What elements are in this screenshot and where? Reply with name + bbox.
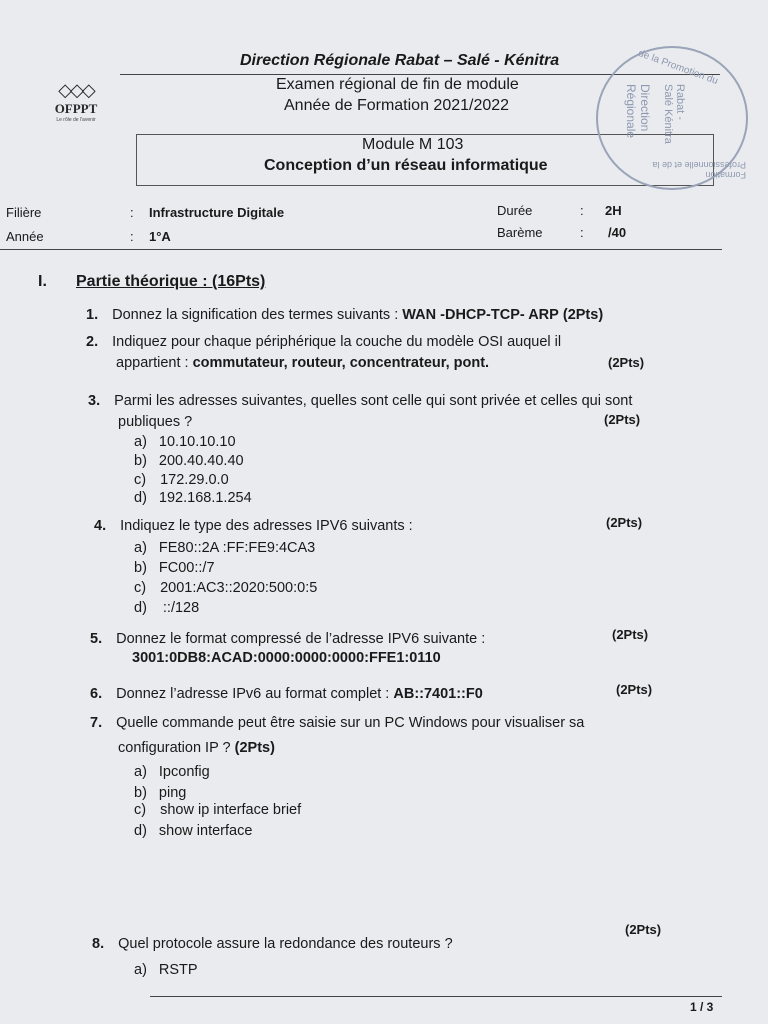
option-letter: a)	[134, 540, 147, 556]
info-divider	[0, 249, 722, 250]
option-item	[134, 434, 236, 450]
option-item	[134, 472, 229, 488]
question-2	[86, 334, 561, 350]
annee-sep: :	[130, 229, 134, 244]
option-text: 172.29.0.0	[160, 472, 229, 488]
duree-value: 2H	[605, 203, 622, 218]
question-text-line1: Parmi les adresses suivantes, quelles sont celle qui sont privée et celles qui sont	[114, 393, 633, 409]
section-title: Partie théorique : (16Pts)	[76, 273, 266, 290]
question-4	[94, 518, 413, 534]
question-text: Donnez le format compressé de l’adresse IPV6 suivante :	[116, 631, 486, 647]
question-text: Quel protocole assure la redondance des routeurs ?	[118, 936, 453, 952]
question-number: 7.	[90, 715, 103, 731]
option-text: 10.10.10.10	[158, 434, 236, 450]
question-6	[90, 686, 483, 702]
question-points: (2Pts)	[234, 740, 275, 756]
option-item	[134, 540, 315, 556]
option-text: ping	[158, 785, 187, 801]
question-2-line2	[116, 355, 489, 371]
question-1	[86, 307, 603, 323]
question-number: 1.	[86, 307, 99, 323]
option-text: FC00::/7	[158, 560, 215, 576]
duree-sep: :	[580, 203, 584, 218]
question-8	[92, 936, 453, 952]
section-number: I.	[38, 273, 47, 290]
ofppt-logo	[40, 80, 112, 123]
official-stamp	[596, 46, 748, 190]
question-bold-terms: WAN -DHCP-TCP- ARP	[402, 307, 559, 323]
filiere-value: Infrastructure Digitale	[149, 205, 285, 220]
question-7	[90, 715, 584, 731]
direction-title: Direction Régionale Rabat – Salé - Kénitra	[240, 52, 560, 69]
bareme-value: /40	[608, 225, 627, 240]
option-letter: a)	[134, 764, 147, 780]
option-letter: b)	[134, 453, 147, 469]
option-item	[134, 764, 210, 780]
question-3-line2: publiques ?	[118, 414, 193, 430]
filiere-sep: :	[130, 205, 134, 220]
training-year: Année de Formation 2021/2022	[284, 97, 510, 114]
ofppt-logo-mark: ◇◇◇	[58, 80, 94, 100]
option-item	[134, 802, 301, 818]
option-item	[134, 785, 186, 801]
question-points: (2Pts)	[562, 307, 604, 323]
option-letter: b)	[134, 560, 147, 576]
stamp-text-mid2: Rabat - Salé Kénitra	[662, 84, 686, 144]
option-text: show interface	[158, 823, 253, 839]
logo-name: OFPPT	[54, 101, 98, 116]
option-letter: c)	[134, 580, 147, 596]
question-number: 2.	[86, 334, 99, 350]
bareme-sep: :	[580, 225, 584, 240]
stamp-text-bottom: Formation Professionnelle et de la	[652, 160, 746, 180]
annee-label: Année	[6, 229, 44, 244]
module-code: Module M 103	[362, 136, 464, 153]
option-letter: d)	[134, 823, 147, 839]
stamp-text-mid1: Direction Régionale	[624, 84, 652, 139]
question-text-line2: appartient :	[116, 355, 193, 371]
option-text: RSTP	[158, 962, 198, 978]
option-item	[134, 490, 252, 506]
option-item	[134, 823, 252, 839]
question-3-points: (2Pts)	[604, 412, 641, 427]
page-number: 1 / 3	[690, 1000, 714, 1014]
question-text-line1: Indiquez pour chaque périphérique la couche du modèle OSI auquel il	[112, 334, 562, 350]
question-8-points: (2Pts)	[625, 922, 662, 937]
option-item	[134, 600, 199, 616]
option-text: 200.40.40.40	[158, 453, 244, 469]
option-letter: b)	[134, 785, 147, 801]
option-letter: a)	[134, 434, 147, 450]
question-text: Indiquez le type des adresses IPV6 suivants :	[120, 518, 413, 534]
option-letter: c)	[134, 472, 147, 488]
question-5	[90, 631, 485, 647]
option-text: ::/128	[162, 600, 200, 616]
annee-value: 1°A	[149, 229, 171, 244]
question-bold-terms: AB::7401::F0	[393, 686, 483, 702]
ipv6-address: 3001:0DB8:ACAD:0000:0000:0000:FFE1:0110	[132, 650, 441, 666]
option-text: 192.168.1.254	[158, 490, 252, 506]
option-text: Ipconfig	[158, 764, 210, 780]
option-item	[134, 962, 198, 978]
question-text: Donnez la signification des termes suivants :	[112, 307, 403, 323]
filiere-label: Filière	[6, 205, 42, 220]
question-number: 3.	[88, 393, 101, 409]
option-item	[134, 560, 215, 576]
logo-tagline: Le rôle de l'avenir	[56, 117, 96, 123]
option-text: FE80::2A :FF:FE9:4CA3	[158, 540, 316, 556]
question-5-points: (2Pts)	[612, 627, 649, 642]
question-text-line1: Quelle commande peut être saisie sur un PC Windows pour visualiser sa	[116, 715, 585, 731]
question-number: 5.	[90, 631, 103, 647]
option-letter: d)	[134, 600, 147, 616]
option-item	[134, 453, 244, 469]
module-title: Conception d’un réseau informatique	[264, 157, 548, 174]
footer-divider	[150, 996, 722, 997]
question-number: 4.	[94, 518, 107, 534]
question-4-points: (2Pts)	[606, 515, 643, 530]
option-text: 2001:AC3::2020:500:0:5	[160, 580, 318, 596]
option-letter: a)	[134, 962, 147, 978]
exam-title: Examen régional de fin de module	[276, 76, 519, 93]
question-2-points: (2Pts)	[608, 355, 645, 370]
question-6-points: (2Pts)	[616, 682, 653, 697]
duree-label: Durée	[497, 203, 533, 218]
option-letter: c)	[134, 802, 147, 818]
question-7-line2	[118, 740, 275, 756]
bareme-label: Barème	[497, 225, 543, 240]
question-text-line2: configuration IP ?	[118, 740, 235, 756]
question-bold-terms: commutateur, routeur, concentrateur, pont.	[192, 355, 490, 371]
option-item	[134, 580, 317, 596]
question-number: 6.	[90, 686, 103, 702]
option-text: show ip interface brief	[160, 802, 302, 818]
option-letter: d)	[134, 490, 147, 506]
question-number: 8.	[92, 936, 105, 952]
question-text: Donnez l’adresse IPv6 au format complet :	[116, 686, 394, 702]
question-3	[88, 393, 632, 409]
stamp-text-top: de la Promotion du	[636, 47, 720, 88]
